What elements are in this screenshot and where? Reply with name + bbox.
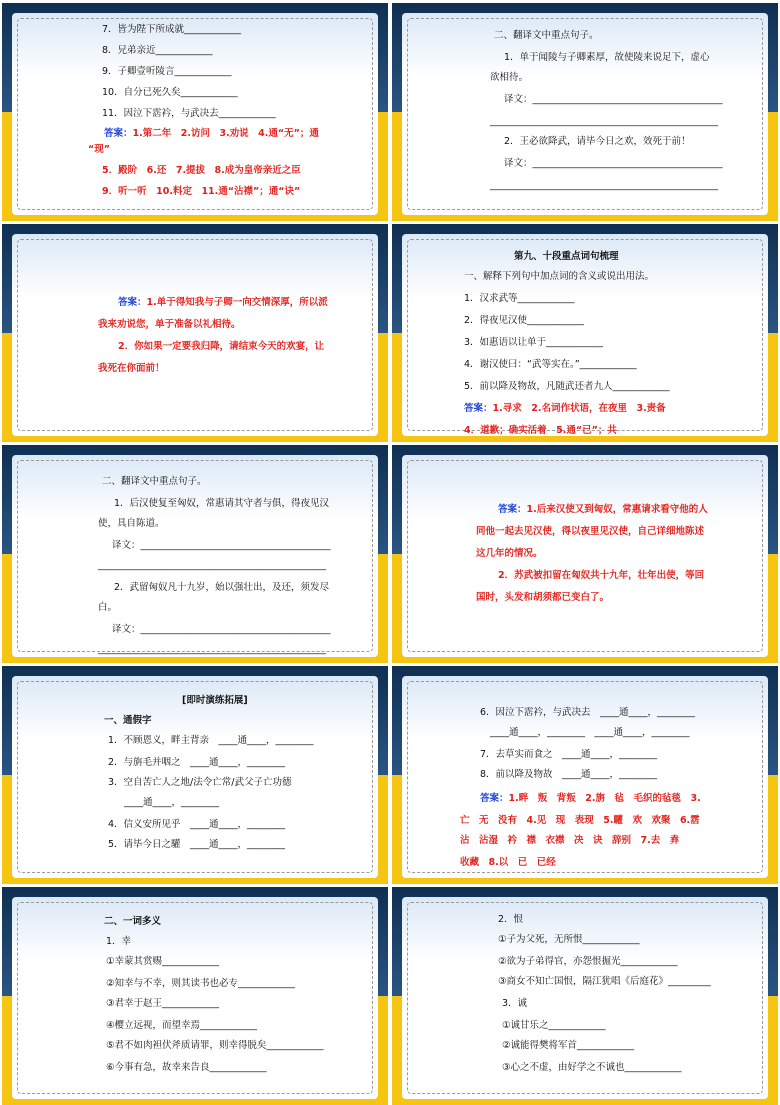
answer-line-1: 答案：1.寻求 2.名词作状语，在夜里 3.责备 [464, 403, 666, 414]
item-1: ①子为父死，无所恨____________ [498, 934, 640, 945]
question-11: 11．因泣下霑衿，与武决去____________ [102, 108, 276, 119]
slide-card [402, 234, 768, 436]
item-3: ③君幸于赵王____________ [106, 998, 220, 1009]
item-6: ③心之不虚，由好学之不诚也____________ [502, 1062, 682, 1073]
answer-2: 2．苏武被扣留在匈奴共十九年，壮年出使，等回 [498, 570, 705, 581]
slide-card [402, 897, 768, 1099]
translation-1: 译文：________________________________________ [112, 540, 331, 551]
slide-card [12, 455, 378, 657]
section-heading: 二、一词多义 [104, 916, 162, 927]
slide-8 [392, 666, 778, 884]
translation-2: 译文：________________________________________ [504, 158, 723, 169]
question-8: 8．兄弟亲近____________ [102, 45, 213, 56]
section-title: 第九、十段重点词句梳理 [514, 251, 619, 262]
subheading-2: 3．诚 [502, 998, 528, 1009]
item-1: 1．不顾恩义，畔主背亲 ____通____，________ [108, 735, 314, 746]
slide-card [402, 676, 768, 878]
question-7: 7．皆为陛下所成就____________ [102, 24, 242, 35]
slide-card [12, 676, 378, 878]
item-2: ②欲为子弟得官，亦怨恨掘光____________ [498, 956, 678, 967]
slide-3 [2, 224, 388, 442]
question-4: 4．谢汉使曰：“武等实在。”____________ [464, 359, 637, 370]
section-heading: 一、解释下列句中加点词的含义或说出用法。 [464, 271, 655, 282]
answer-2b: 我死在你面前！ [98, 363, 165, 374]
answer-line-1b: “现” [88, 144, 110, 155]
section-heading: 一、通假字 [104, 715, 152, 726]
item-3b: ____通____，________ [124, 797, 220, 808]
blank-line-2: ________________________________________________ [490, 180, 718, 191]
slide-2 [392, 3, 778, 221]
item-4: ①诚甘乐之____________ [502, 1020, 606, 1031]
answer-line-1: 答案：1.畔 叛 背叛 2.旃 毡 毛织的毡毯 3. [480, 793, 701, 804]
item-2: 2．与旃毛并咽之 ____通____，________ [108, 757, 286, 768]
item-3: ③商女不知亡国恨，隔江犹唱《后庭花》_________ [498, 976, 711, 987]
question-5: 5．前以降及物故，凡随武还者九人____________ [464, 381, 670, 392]
answer-line-1: 答案：1.第二年 2.访问 3.劝说 4.通“无”；通 [104, 128, 319, 139]
slide-4 [392, 224, 778, 442]
answer-line-2: 亡 无 没有 4.见 现 表现 5.驩 欢 欢聚 6.霑 [460, 815, 700, 826]
question-1: 1．汉求武等____________ [464, 293, 575, 304]
item-4: ④樱立远视，而望幸焉____________ [106, 1020, 258, 1031]
item-1: ①幸蒙其赏赐____________ [106, 956, 220, 967]
answer-1b: 我来劝说您，单于准备以礼相待。 [98, 319, 241, 330]
sentence-2: 2．武留匈奴凡十九岁，始以强壮出，及还，须发尽 [114, 582, 330, 593]
item-4: 4．信义安所见乎 ____通____，________ [108, 819, 286, 830]
question-2: 2．得夜见汉使____________ [464, 315, 585, 326]
answer-line-2: 5．殿阶 6.还 7.提拔 8.成为皇帝亲近之臣 [102, 165, 301, 176]
section-heading: 二、翻译文中重点句子。 [494, 30, 599, 41]
item-5: 5．请毕今日之驩 ____通____，________ [108, 839, 286, 850]
slide-card [12, 13, 378, 215]
sentence-2b: 白。 [98, 602, 118, 613]
slide-6 [392, 445, 778, 663]
item-7: 7．去草实而食之 ____通____，________ [480, 749, 658, 760]
sentence-1: 1．单于闻陵与子卿素厚，故使陵来说足下，虚心 [504, 52, 710, 63]
item-8: 8．前以降及物故 ____通____，________ [480, 769, 658, 780]
slide-10 [392, 887, 778, 1105]
item-5: ②诚能得樊将军首____________ [502, 1040, 635, 1051]
answer-1c: 这几年的情况。 [476, 548, 543, 559]
question-3: 3．如惠语以让单于____________ [464, 337, 604, 348]
blank-line-2: ________________________________________________ [98, 644, 326, 655]
answer-1: 答案：1.后来汉使又到匈奴，常惠请求看守他的人 [498, 504, 708, 515]
section-heading: 二、翻译文中重点句子。 [102, 476, 207, 487]
item-2: ②知幸与不幸，则其读书也必专____________ [106, 978, 296, 989]
answer-1b: 同他一起去见汉使，得以夜里见汉使，自己详细地陈述 [476, 526, 705, 537]
slide-1 [2, 3, 388, 221]
slide-card [402, 13, 768, 215]
question-10: 10．自分已死久矣____________ [102, 87, 238, 98]
slide-card [12, 234, 378, 436]
blank-line-1: ________________________________________________ [490, 116, 718, 127]
answer-line-3: 沾 沾湿 衿 襟 衣襟 决 诀 辞别 7.去 弆 [460, 835, 680, 846]
slide-5 [2, 445, 388, 663]
item-6: ⑥今事有急，故幸来告良____________ [106, 1062, 267, 1073]
item-5: ⑤君不如肉袒伏斧质请罪，则幸得脱矣____________ [106, 1040, 324, 1051]
section-title: [即时演练拓展] [182, 695, 248, 706]
sentence-2: 2．王必欲降武，请毕今日之欢，效死于前！ [504, 136, 691, 147]
slide-card [402, 455, 768, 657]
sentence-1b: 使，具自陈道。 [98, 518, 165, 529]
answer-2: 2．你如果一定要我归降，请结束今天的欢宴，让 [118, 341, 325, 352]
slide-7 [2, 666, 388, 884]
sentence-1: 1．后汉使复至匈奴，常惠请其守者与俱，得夜见汉 [114, 498, 330, 509]
slide-card [12, 897, 378, 1099]
slide-9 [2, 887, 388, 1105]
blank-line-1: ________________________________________________ [98, 560, 326, 571]
item-6b: ____通____，________ ____通____，________ [490, 727, 690, 738]
subheading-1: 2．恨 [498, 914, 524, 925]
answer-line-4: 收藏 8.以 已 已经 [460, 857, 556, 868]
item-6: 6．因泣下霑衿，与武决去 ____通____，________ [480, 707, 696, 718]
answer-line-3: 9．听一听 10.料定 11.通“沾襟”；通“诀” [102, 186, 301, 197]
translation-2: 译文：________________________________________ [112, 624, 331, 635]
translation-1: 译文：________________________________________ [504, 94, 723, 105]
question-9: 9．子卿壹听陵言____________ [102, 66, 232, 77]
answer-2b: 国时，头发和胡须都已变白了。 [476, 592, 610, 603]
answer-line-2: 4．道歉；确实活着 5.通“已”；共 [464, 425, 617, 436]
subheading: 1．幸 [106, 936, 132, 947]
sentence-1b: 欲相待。 [490, 72, 529, 83]
item-3: 3．空自苦亡人之地/法令亡常/武父子亡功德 [108, 777, 292, 788]
answer-1: 答案：1.单于得知我与子卿一向交情深厚，所以派 [118, 297, 328, 308]
